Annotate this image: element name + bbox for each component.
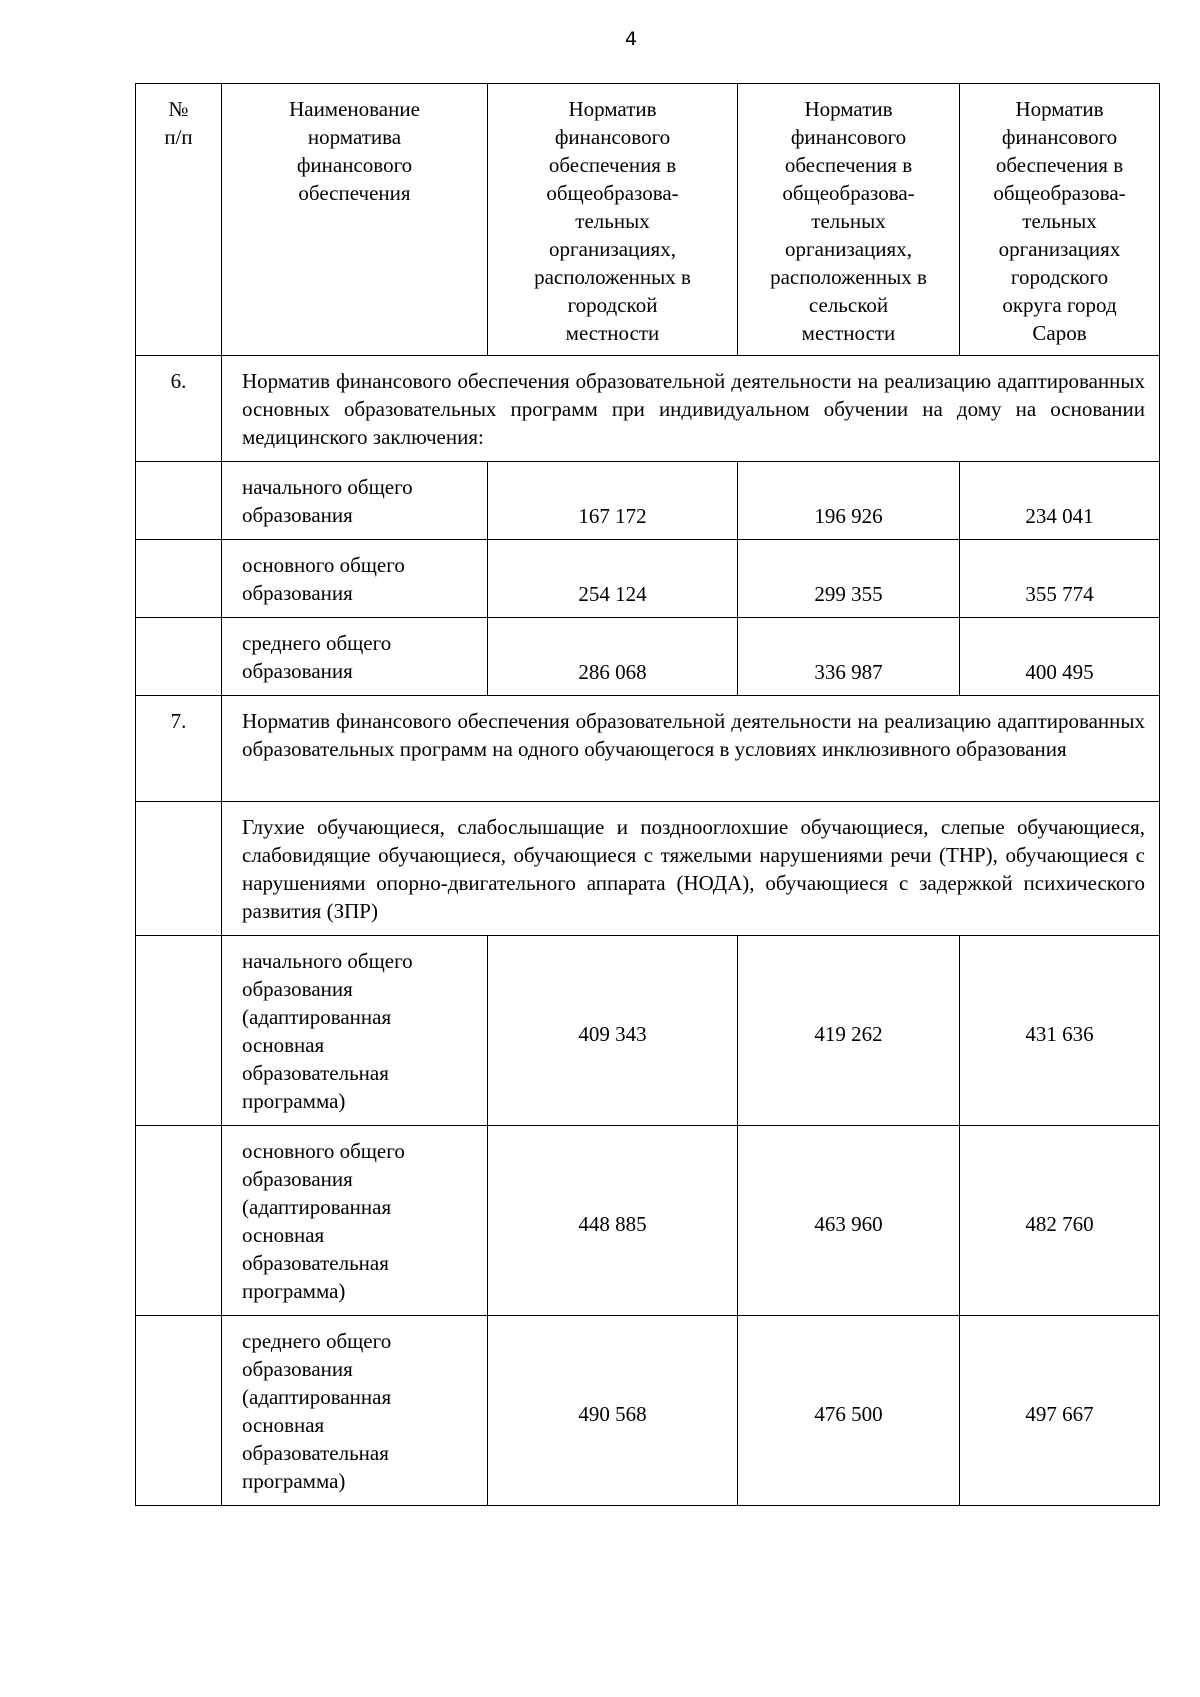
section-6-num: 6. (136, 356, 222, 462)
row-num-empty (136, 462, 222, 540)
section-7-title-row (136, 696, 1160, 802)
page-number: 4 (624, 28, 638, 50)
value-sarov: 497 667 (960, 1316, 1160, 1506)
value-sarov: 234 041 (960, 462, 1160, 540)
row-name: основного общего образования (222, 540, 488, 618)
value-urban: 448 885 (488, 1126, 738, 1316)
table-row (136, 1316, 1160, 1506)
value-urban: 490 568 (488, 1316, 738, 1506)
value-rural: 476 500 (738, 1316, 960, 1506)
header-urban: Норматив финансового обеспечения в общеобразова- тельных организациях, расположенных в городской местности (488, 84, 738, 356)
row-num-empty (136, 802, 222, 936)
value-urban: 167 172 (488, 462, 738, 540)
section-7-subtitle: Глухие обучающиеся, слабослышащие и позднооглохшие обучающиеся, слепые обучающиеся, слабовидящие обучающиеся, обучающиеся с тяжелыми нарушениями речи (ТНР), обучающиеся с нарушениями опорно-двигательного аппарата (НОДА), обучающиеся с задержкой психического развития (ЗПР) (222, 802, 1160, 936)
value-sarov: 431 636 (960, 936, 1160, 1126)
table-row (136, 540, 1160, 618)
row-name: начального общего образования (адаптированная основная образовательная программа) (222, 936, 488, 1126)
table-row (136, 462, 1160, 540)
value-sarov: 482 760 (960, 1126, 1160, 1316)
section-6-title: Норматив финансового обеспечения образовательной деятельности на реализацию адаптированных основных образовательных программ при индивидуальном обучении на дому на основании медицинского заключения: (222, 356, 1160, 462)
row-name: начального общего образования (222, 462, 488, 540)
value-rural: 419 262 (738, 936, 960, 1126)
row-name: основного общего образования (адаптированная основная образовательная программа) (222, 1126, 488, 1316)
row-num-empty (136, 618, 222, 696)
row-num-empty (136, 1316, 222, 1506)
value-rural: 336 987 (738, 618, 960, 696)
header-sarov: Норматив финансового обеспечения в общеобразова- тельных организациях городского округа город Саров (960, 84, 1160, 356)
value-urban: 409 343 (488, 936, 738, 1126)
row-num-empty (136, 1126, 222, 1316)
section-7-num: 7. (136, 696, 222, 802)
value-rural: 299 355 (738, 540, 960, 618)
value-sarov: 355 774 (960, 540, 1160, 618)
value-rural: 196 926 (738, 462, 960, 540)
value-urban: 254 124 (488, 540, 738, 618)
value-urban: 286 068 (488, 618, 738, 696)
section-7-subtitle-row (136, 802, 1160, 936)
table-header-row (136, 84, 1160, 356)
row-name: среднего общего образования (адаптированная основная образовательная программа) (222, 1316, 488, 1506)
header-num: № п/п (136, 84, 222, 356)
table-row (136, 1126, 1160, 1316)
table-row (136, 936, 1160, 1126)
header-name: Наименование норматива финансового обеспечения (222, 84, 488, 356)
value-sarov: 400 495 (960, 618, 1160, 696)
section-7-title: Норматив финансового обеспечения образовательной деятельности на реализацию адаптированных образовательных программ на одного обучающегося в условиях инклюзивного образования (222, 696, 1160, 802)
section-6-title-row (136, 356, 1160, 462)
value-rural: 463 960 (738, 1126, 960, 1316)
row-name: среднего общего образования (222, 618, 488, 696)
row-num-empty (136, 540, 222, 618)
row-num-empty (136, 936, 222, 1126)
norms-table (135, 83, 1160, 1506)
header-rural: Норматив финансового обеспечения в общеобразова- тельных организациях, расположенных в сельской местности (738, 84, 960, 356)
table-row (136, 618, 1160, 696)
